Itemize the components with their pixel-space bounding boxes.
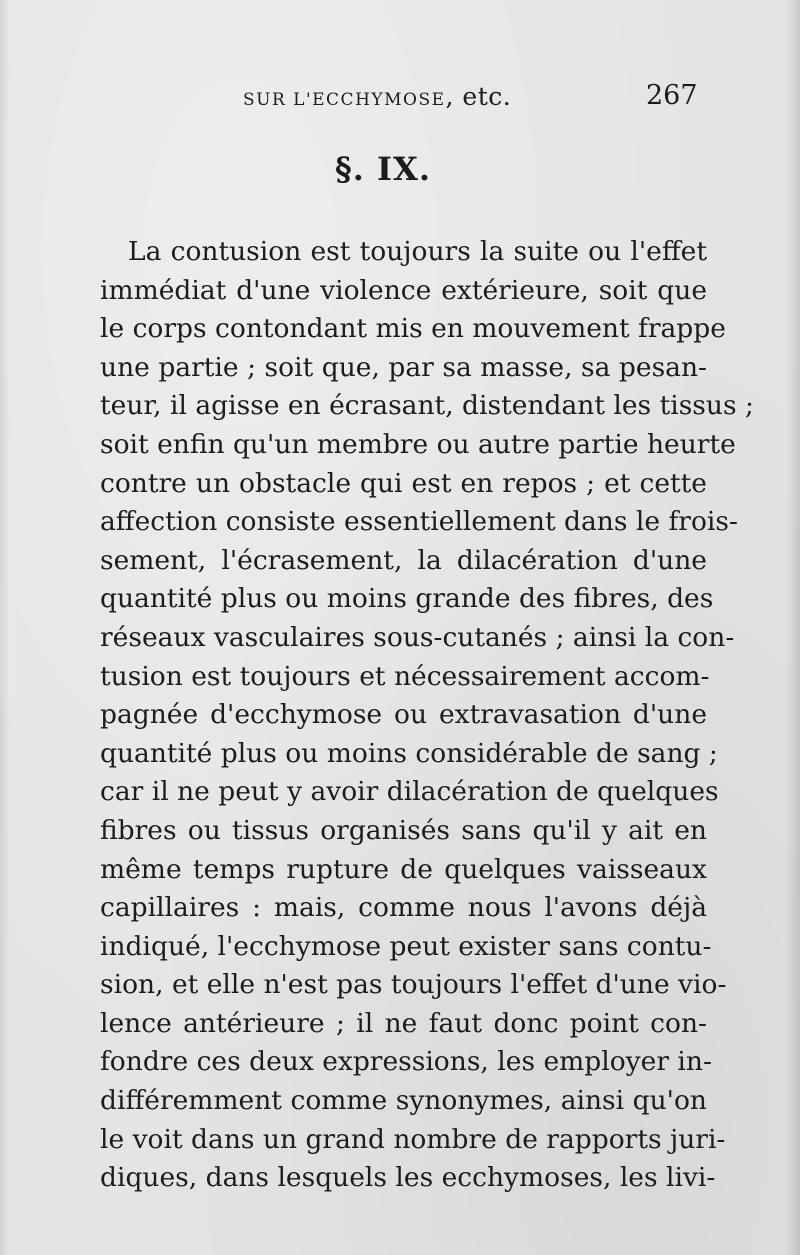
text-line: différemment comme synonymes, ainsi qu'on xyxy=(100,1085,707,1117)
text-line: une partie ; soit que, par sa masse, sa pesan- xyxy=(100,351,707,383)
text-line: capillaires : mais, comme nous l'avons déjà xyxy=(100,892,707,924)
text-line: indiqué, l'ecchymose peut exister sans contu- xyxy=(100,930,712,962)
text-line: lence antérieure ; il ne faut donc point con- xyxy=(100,1007,707,1039)
text-line: tusion est toujours et nécessairement accom- xyxy=(100,660,710,692)
section-heading-text: §. IX. xyxy=(335,150,431,188)
running-title-rest: , etc. xyxy=(445,82,512,111)
running-title-smallcaps: SUR L'ECCHYMOSE xyxy=(243,90,446,110)
text-line: quantité plus ou moins considérable de sang ; xyxy=(100,737,718,769)
text-line: La contusion est toujours la suite ou l'effet xyxy=(128,236,707,267)
text-line: diques, dans lesquels les ecchymoses, les livi- xyxy=(100,1162,716,1194)
text-line: car il ne peut y avoir dilacération de quelques xyxy=(100,776,719,808)
page-number: 267 xyxy=(646,80,698,111)
text-line: quantité plus ou moins grande des fibres, des xyxy=(100,583,714,615)
paragraph xyxy=(100,233,754,1198)
gutter-shadow xyxy=(0,0,10,1255)
text-line: teur, il agisse en écrasant, distendant les tissus ; xyxy=(100,390,754,422)
text-line: pagnée d'ecchymose ou extravasation d'une xyxy=(100,699,707,731)
text-line: contre un obstacle qui est en repos ; et cette xyxy=(100,467,707,499)
text-line: fondre ces deux expressions, les employer in- xyxy=(100,1046,712,1078)
text-line: sement, l'écrasement, la dilacération d'une xyxy=(100,544,707,576)
text-line: affection consiste essentiellement dans le frois- xyxy=(100,506,738,538)
running-head xyxy=(243,82,511,111)
page-edge-shadow xyxy=(786,0,800,1255)
text-line: fibres ou tissus organisés sans qu'il y ait en xyxy=(100,814,707,846)
text-line: immédiat d'une violence extérieure, soit que xyxy=(100,274,707,306)
page-header xyxy=(0,80,800,120)
text-line: le voit dans un grand nombre de rapports juri- xyxy=(100,1123,726,1155)
text-line: sion, et elle n'est pas toujours l'effet d'une vio- xyxy=(100,969,727,1001)
text-line: réseaux vasculaires sous-cutanés ; ainsi la con- xyxy=(100,621,735,653)
section-heading xyxy=(0,150,800,188)
text-line: le corps contondant mis en mouvement frappe xyxy=(100,313,726,345)
text-line: soit enfin qu'un membre ou autre partie heurte xyxy=(100,428,736,460)
text-line: même temps rupture de quelques vaisseaux xyxy=(100,853,707,885)
